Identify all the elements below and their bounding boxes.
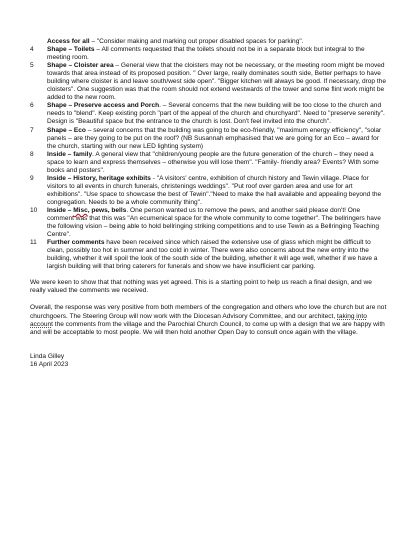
item-heading: Shape – Preserve access and Porch: [47, 102, 160, 110]
list-item: [30, 127, 388, 151]
access-text: – "Consider making and marking out proper disabled spaces for parking".: [89, 38, 304, 45]
list-item: [30, 102, 388, 126]
item-heading: Shape – Cloister area: [47, 62, 114, 70]
numbered-list: [30, 46, 388, 271]
list-item: [30, 207, 388, 239]
taking-into-account-phrase: taking into account: [30, 312, 367, 328]
list-item: [30, 175, 388, 207]
list-item: [30, 239, 388, 271]
item-number: 10: [30, 206, 38, 214]
item-text: – All comments requested that the toilets should not be in a separate block but integral to the meeting room.: [47, 46, 365, 62]
item-number: 6: [30, 102, 34, 110]
item-text: – several concerns that the building was going to be eco-friendly, "maximum energy efficiency", "solar panels – are they going to be put on the roof? (NB Susannah emphasised that we are going for an Eco – award for the church, starting with our new LED lighting system): [47, 126, 382, 150]
item-text: have been received since which raised the extensive use of glass which might be difficult to clean, possibly too hot in summer and too cold in winter. There were also concerns about the new entry into the building, whether it will spoil the look of the south side of the building, whether it will age well, whether if we have a largish building will that bring caterers for funerals and show we have insufficient car parking.: [47, 239, 378, 271]
item-number: 4: [30, 46, 34, 54]
item-number: 9: [30, 174, 34, 182]
access-paragraph: [30, 38, 388, 46]
item-heading: Inside – family: [47, 150, 93, 158]
conclusion-paragraph: Overall, the response was very positive from both members of the congregation and others who love the church but are not churchgoers. The Steering Group will now work with the Diocesan Advisory Committee, and our architect, taking into account the comments from the village and the Parochial Church Council, to come up with a design that we are happy with and will be acceptable to most people. We will then hold another Open Day to consult once again with the village.: [30, 304, 387, 336]
item-heading: Further comments: [47, 239, 105, 247]
signature-name: Linda Gilley: [30, 352, 65, 360]
item-number: 11: [30, 239, 37, 247]
access-heading: Access for all: [47, 38, 90, 45]
item-number: 8: [30, 150, 34, 158]
item-text: - "A visitors' centre, exhibition of church history and Tewin village. Place for visitors to all events in church funerals, christenings weddings". "Put roof over garden area and use for art exhibitions". "Use space to showcase the best of Tewin"."Need to make the hall available and appealing beyond the congregation. Needs to be a whole community thing".: [47, 174, 382, 206]
item-number: 7: [30, 126, 34, 134]
summary-paragraph: We were keen to show that that nothing was yet agreed. This is a starting point to help us reach a final design, and we really valued the comments we received.: [30, 279, 372, 295]
item-heading: Inside – History, heritage exhibits: [47, 174, 151, 182]
item-text: – General view that the cloisters may not be necessary, or the meeting room might be moved towards that area instead of its proposed position. " Over large, really dominates south side, Better perhaps to have building where cloister is and leave south/west side open". "Bigger kitchen will always be good. If necessary, drop the cloisters". One suggestion was that the room should not extend westwards of the tower and some flint work might be added to the new room.: [47, 62, 386, 102]
item-heading: Inside – Misc, pews, bells: [47, 206, 127, 214]
signature-date: 16 April 2023: [30, 360, 69, 368]
item-text: . – Several concerns that the new building will be too close to the church and needs to "blend". Keep existing porch "part of the appeal of the church and churchyard". Need to "preserve serenity". Design is "Beautiful space but the entrance to the church is lost. Don't feel invited into the church".: [47, 102, 385, 126]
item-heading: Shape – Eco: [47, 126, 86, 134]
item-heading: Shape – Toilets: [47, 46, 95, 54]
item-number: 5: [30, 62, 34, 70]
list-item: [30, 46, 388, 62]
item-text: . One person wanted us to remove the pews, and another said please don't! One comment was that this was "An ecumenical space for the whole community to come together". The bellringers have the following vision – being able to hold bellringing striking competitions and to use Tewin as a Bellringing Teaching Centre".: [47, 206, 381, 239]
item-text: . A general view that "children/young people are the future generation of the church – they need a space to learn and express themselves – otherwise you will lose them". "Family- friendly area? Events? With some books and posters".: [47, 150, 379, 174]
document-page: [30, 38, 388, 369]
list-item: [30, 151, 388, 175]
list-item: [30, 62, 388, 102]
misc-word: Misc: [73, 206, 88, 214]
